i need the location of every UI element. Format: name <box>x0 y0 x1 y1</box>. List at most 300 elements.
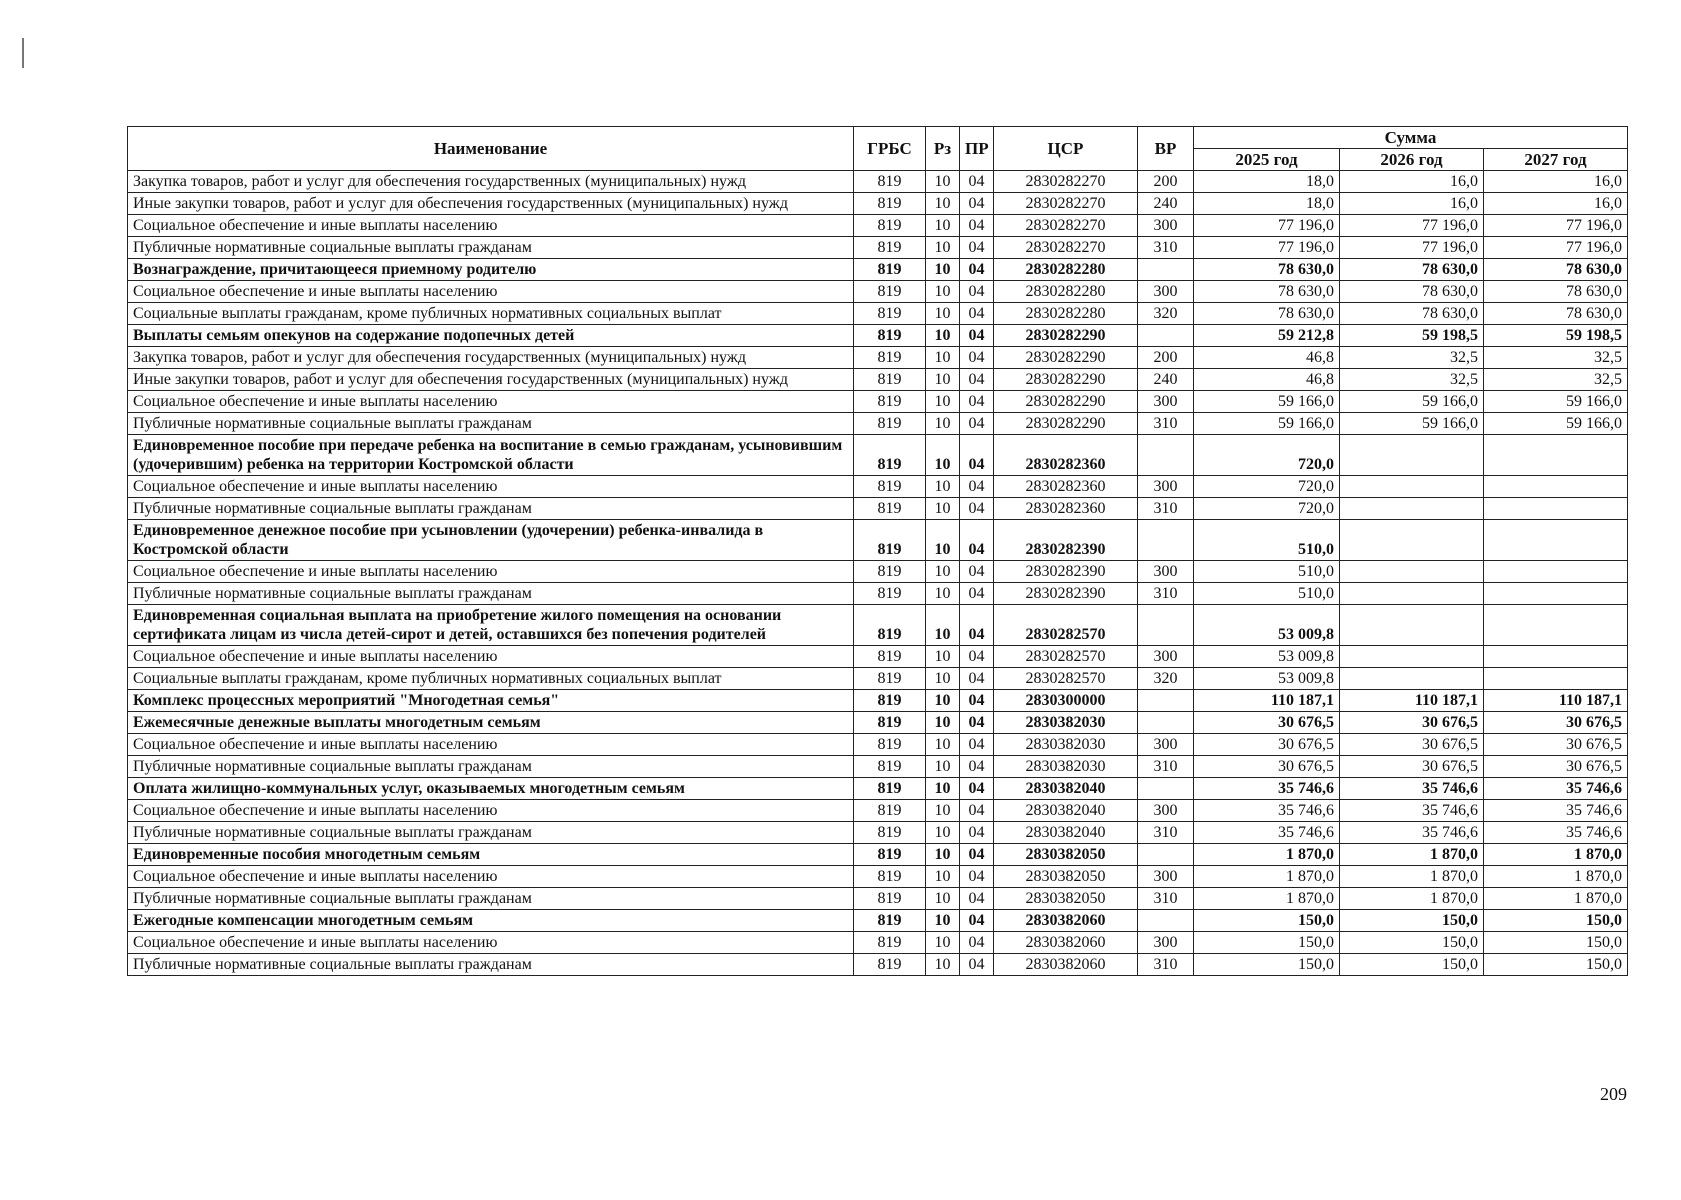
cell-grbs: 819 <box>854 281 926 303</box>
cell-vr <box>1138 605 1194 646</box>
table-row <box>128 561 1628 583</box>
cell-2026: 78 630,0 <box>1340 303 1484 325</box>
cell-2027: 150,0 <box>1484 932 1628 954</box>
cell-2025: 510,0 <box>1194 561 1340 583</box>
cell-vr: 310 <box>1138 954 1194 976</box>
cell-grbs: 819 <box>854 171 926 193</box>
cell-2025: 35 746,6 <box>1194 800 1340 822</box>
cell-rz: 10 <box>926 668 960 690</box>
cell-vr <box>1138 910 1194 932</box>
cell-grbs: 819 <box>854 193 926 215</box>
cell-name: Оплата жилищно-коммунальных услуг, оказываемых многодетным семьям <box>128 778 854 800</box>
cell-name: Единовременное пособие при передаче ребенка на воспитание в семью гражданам, усыновившим (удочерившим) ребенка на территории Костромской области <box>128 435 854 476</box>
cell-csr: 2830282280 <box>994 303 1138 325</box>
cell-vr: 300 <box>1138 476 1194 498</box>
cell-2026: 78 630,0 <box>1340 281 1484 303</box>
cell-2025: 720,0 <box>1194 435 1340 476</box>
cell-2025: 150,0 <box>1194 954 1340 976</box>
cell-vr: 300 <box>1138 391 1194 413</box>
cell-grbs: 819 <box>854 369 926 391</box>
cell-vr: 240 <box>1138 369 1194 391</box>
cell-name: Социальные выплаты гражданам, кроме публичных нормативных социальных выплат <box>128 668 854 690</box>
cell-rz: 10 <box>926 193 960 215</box>
cell-2025: 30 676,5 <box>1194 756 1340 778</box>
cell-csr: 2830282270 <box>994 237 1138 259</box>
cell-rz: 10 <box>926 561 960 583</box>
cell-2026: 16,0 <box>1340 171 1484 193</box>
cell-grbs: 819 <box>854 690 926 712</box>
cell-pr: 04 <box>960 498 994 520</box>
cell-2025: 53 009,8 <box>1194 646 1340 668</box>
cell-2025: 59 166,0 <box>1194 413 1340 435</box>
cell-csr: 2830382040 <box>994 778 1138 800</box>
cell-rz: 10 <box>926 259 960 281</box>
cell-2025: 510,0 <box>1194 520 1340 561</box>
cell-pr: 04 <box>960 583 994 605</box>
table-row <box>128 932 1628 954</box>
cell-2026 <box>1340 668 1484 690</box>
cell-2026: 150,0 <box>1340 932 1484 954</box>
cell-2027 <box>1484 583 1628 605</box>
cell-vr <box>1138 690 1194 712</box>
cell-2025: 53 009,8 <box>1194 605 1340 646</box>
cell-grbs: 819 <box>854 520 926 561</box>
table-row <box>128 712 1628 734</box>
cell-2027 <box>1484 476 1628 498</box>
cell-rz: 10 <box>926 910 960 932</box>
cell-rz: 10 <box>926 822 960 844</box>
cell-2025: 110 187,1 <box>1194 690 1340 712</box>
header-pr: ПР <box>960 127 994 171</box>
cell-csr: 2830382060 <box>994 932 1138 954</box>
cell-pr: 04 <box>960 822 994 844</box>
table-row <box>128 583 1628 605</box>
cell-2027: 59 166,0 <box>1484 391 1628 413</box>
cell-2026: 30 676,5 <box>1340 712 1484 734</box>
cell-csr: 2830282270 <box>994 171 1138 193</box>
cell-pr: 04 <box>960 888 994 910</box>
cell-name: Публичные нормативные социальные выплаты гражданам <box>128 498 854 520</box>
table-row <box>128 281 1628 303</box>
cell-csr: 2830300000 <box>994 690 1138 712</box>
cell-2025: 150,0 <box>1194 932 1340 954</box>
cell-2026 <box>1340 561 1484 583</box>
cell-2026 <box>1340 583 1484 605</box>
cell-2027: 150,0 <box>1484 954 1628 976</box>
cell-grbs: 819 <box>854 303 926 325</box>
cell-vr: 240 <box>1138 193 1194 215</box>
cell-pr: 04 <box>960 171 994 193</box>
cell-2025: 720,0 <box>1194 476 1340 498</box>
cell-2027: 150,0 <box>1484 910 1628 932</box>
cell-pr: 04 <box>960 712 994 734</box>
cell-2027: 1 870,0 <box>1484 844 1628 866</box>
cell-pr: 04 <box>960 866 994 888</box>
cell-vr: 300 <box>1138 215 1194 237</box>
header-year-2026: 2026 год <box>1340 149 1484 171</box>
cell-vr: 310 <box>1138 888 1194 910</box>
cell-rz: 10 <box>926 281 960 303</box>
cell-csr: 2830282290 <box>994 347 1138 369</box>
cell-2025: 46,8 <box>1194 347 1340 369</box>
cell-pr: 04 <box>960 756 994 778</box>
cell-grbs: 819 <box>854 866 926 888</box>
cell-vr: 320 <box>1138 668 1194 690</box>
cell-grbs: 819 <box>854 954 926 976</box>
table-row <box>128 520 1628 561</box>
cell-csr: 2830382040 <box>994 822 1138 844</box>
cell-csr: 2830282270 <box>994 193 1138 215</box>
cell-vr: 310 <box>1138 498 1194 520</box>
cell-2026: 35 746,6 <box>1340 778 1484 800</box>
cell-2026 <box>1340 498 1484 520</box>
cell-2025: 78 630,0 <box>1194 259 1340 281</box>
table-row <box>128 325 1628 347</box>
cell-pr: 04 <box>960 605 994 646</box>
cell-2025: 59 166,0 <box>1194 391 1340 413</box>
cell-2025: 1 870,0 <box>1194 844 1340 866</box>
cell-vr: 200 <box>1138 171 1194 193</box>
cell-name: Социальное обеспечение и иные выплаты населению <box>128 476 854 498</box>
cell-grbs: 819 <box>854 391 926 413</box>
cell-2026 <box>1340 476 1484 498</box>
header-grbs: ГРБС <box>854 127 926 171</box>
cell-vr: 320 <box>1138 303 1194 325</box>
cell-name: Единовременная социальная выплата на приобретение жилого помещения на основании сертификата лицам из числа детей-сирот и детей, оставшихся без попечения родителей <box>128 605 854 646</box>
cell-2025: 720,0 <box>1194 498 1340 520</box>
cell-rz: 10 <box>926 778 960 800</box>
table-row <box>128 369 1628 391</box>
cell-rz: 10 <box>926 369 960 391</box>
cell-2026 <box>1340 520 1484 561</box>
cell-pr: 04 <box>960 690 994 712</box>
cell-pr: 04 <box>960 259 994 281</box>
table-row <box>128 668 1628 690</box>
cell-2027: 77 196,0 <box>1484 237 1628 259</box>
cell-csr: 2830282570 <box>994 646 1138 668</box>
cell-2027: 1 870,0 <box>1484 866 1628 888</box>
cell-pr: 04 <box>960 646 994 668</box>
cell-rz: 10 <box>926 476 960 498</box>
cell-rz: 10 <box>926 844 960 866</box>
cell-2025: 510,0 <box>1194 583 1340 605</box>
table-row <box>128 259 1628 281</box>
cell-name: Единовременное денежное пособие при усыновлении (удочерении) ребенка-инвалида в Костромской области <box>128 520 854 561</box>
table-row <box>128 498 1628 520</box>
cell-name: Социальное обеспечение и иные выплаты населению <box>128 646 854 668</box>
cell-csr: 2830382050 <box>994 866 1138 888</box>
cell-csr: 2830282360 <box>994 498 1138 520</box>
cell-2027: 1 870,0 <box>1484 888 1628 910</box>
cell-name: Публичные нормативные социальные выплаты гражданам <box>128 888 854 910</box>
cell-2027: 35 746,6 <box>1484 822 1628 844</box>
cell-pr: 04 <box>960 520 994 561</box>
cell-2025: 78 630,0 <box>1194 281 1340 303</box>
cell-csr: 2830382060 <box>994 954 1138 976</box>
cell-2027: 30 676,5 <box>1484 756 1628 778</box>
cell-grbs: 819 <box>854 561 926 583</box>
table-row <box>128 605 1628 646</box>
cell-2025: 30 676,5 <box>1194 734 1340 756</box>
cell-vr: 310 <box>1138 756 1194 778</box>
cell-rz: 10 <box>926 171 960 193</box>
cell-name: Иные закупки товаров, работ и услуг для обеспечения государственных (муниципальных) нужд <box>128 193 854 215</box>
table-row <box>128 435 1628 476</box>
cell-2027: 77 196,0 <box>1484 215 1628 237</box>
cell-rz: 10 <box>926 520 960 561</box>
page-number: 209 <box>1600 1084 1627 1104</box>
cell-2027: 30 676,5 <box>1484 734 1628 756</box>
cell-name: Выплаты семьям опекунов на содержание подопечных детей <box>128 325 854 347</box>
cell-csr: 2830282290 <box>994 325 1138 347</box>
cell-rz: 10 <box>926 347 960 369</box>
table-row <box>128 347 1628 369</box>
cell-grbs: 819 <box>854 668 926 690</box>
cell-2025: 35 746,6 <box>1194 822 1340 844</box>
cell-name: Социальное обеспечение и иные выплаты населению <box>128 391 854 413</box>
cell-2025: 18,0 <box>1194 193 1340 215</box>
cell-2025: 1 870,0 <box>1194 866 1340 888</box>
table-row <box>128 391 1628 413</box>
cell-rz: 10 <box>926 413 960 435</box>
cell-name: Иные закупки товаров, работ и услуг для обеспечения государственных (муниципальных) нужд <box>128 369 854 391</box>
table-body <box>128 171 1628 976</box>
cell-grbs: 819 <box>854 932 926 954</box>
cell-2027 <box>1484 668 1628 690</box>
table-row <box>128 413 1628 435</box>
header-rz: Рз <box>926 127 960 171</box>
cell-2026: 150,0 <box>1340 910 1484 932</box>
cell-grbs: 819 <box>854 259 926 281</box>
cell-name: Комплекс процессных мероприятий "Многодетная семья" <box>128 690 854 712</box>
cell-2027: 78 630,0 <box>1484 259 1628 281</box>
cell-grbs: 819 <box>854 605 926 646</box>
cell-grbs: 819 <box>854 888 926 910</box>
cell-rz: 10 <box>926 325 960 347</box>
table-row <box>128 844 1628 866</box>
cell-2026: 16,0 <box>1340 193 1484 215</box>
cell-2026: 59 166,0 <box>1340 413 1484 435</box>
cell-pr: 04 <box>960 391 994 413</box>
cell-vr <box>1138 325 1194 347</box>
cell-2027 <box>1484 605 1628 646</box>
cell-2026: 1 870,0 <box>1340 866 1484 888</box>
cell-pr: 04 <box>960 778 994 800</box>
cell-vr <box>1138 259 1194 281</box>
cell-name: Публичные нормативные социальные выплаты гражданам <box>128 954 854 976</box>
cell-2026: 35 746,6 <box>1340 822 1484 844</box>
cell-rz: 10 <box>926 866 960 888</box>
cell-pr: 04 <box>960 844 994 866</box>
cell-vr <box>1138 435 1194 476</box>
cell-2026: 59 166,0 <box>1340 391 1484 413</box>
cell-grbs: 819 <box>854 822 926 844</box>
cell-rz: 10 <box>926 583 960 605</box>
cell-csr: 2830282390 <box>994 520 1138 561</box>
cell-pr: 04 <box>960 435 994 476</box>
cell-pr: 04 <box>960 281 994 303</box>
cell-grbs: 819 <box>854 215 926 237</box>
cell-grbs: 819 <box>854 413 926 435</box>
cell-2026: 77 196,0 <box>1340 237 1484 259</box>
cell-csr: 2830282360 <box>994 476 1138 498</box>
cell-name: Социальное обеспечение и иные выплаты населению <box>128 800 854 822</box>
cell-pr: 04 <box>960 476 994 498</box>
cell-rz: 10 <box>926 734 960 756</box>
table-row <box>128 800 1628 822</box>
cell-2026: 30 676,5 <box>1340 734 1484 756</box>
table-row <box>128 215 1628 237</box>
cell-2025: 77 196,0 <box>1194 237 1340 259</box>
cell-name: Социальное обеспечение и иные выплаты населению <box>128 281 854 303</box>
cell-2027 <box>1484 646 1628 668</box>
cell-2027: 35 746,6 <box>1484 778 1628 800</box>
cell-vr: 310 <box>1138 413 1194 435</box>
table-row <box>128 954 1628 976</box>
cell-vr: 310 <box>1138 583 1194 605</box>
table-row <box>128 888 1628 910</box>
header-name: Наименование <box>128 127 854 171</box>
cell-vr: 300 <box>1138 646 1194 668</box>
cell-2026: 150,0 <box>1340 954 1484 976</box>
cell-vr <box>1138 778 1194 800</box>
cell-csr: 2830282390 <box>994 561 1138 583</box>
cell-name: Ежегодные компенсации многодетным семьям <box>128 910 854 932</box>
cell-2026 <box>1340 435 1484 476</box>
cell-pr: 04 <box>960 932 994 954</box>
cell-name: Публичные нормативные социальные выплаты гражданам <box>128 756 854 778</box>
table-row <box>128 910 1628 932</box>
scan-margin-mark <box>22 38 24 68</box>
cell-pr: 04 <box>960 800 994 822</box>
cell-rz: 10 <box>926 391 960 413</box>
cell-rz: 10 <box>926 605 960 646</box>
cell-vr: 300 <box>1138 866 1194 888</box>
table-row <box>128 303 1628 325</box>
cell-vr <box>1138 844 1194 866</box>
cell-name: Закупка товаров, работ и услуг для обеспечения государственных (муниципальных) нужд <box>128 347 854 369</box>
cell-csr: 2830382050 <box>994 844 1138 866</box>
cell-rz: 10 <box>926 954 960 976</box>
cell-pr: 04 <box>960 910 994 932</box>
cell-2025: 77 196,0 <box>1194 215 1340 237</box>
cell-grbs: 819 <box>854 325 926 347</box>
cell-pr: 04 <box>960 325 994 347</box>
cell-2026: 59 198,5 <box>1340 325 1484 347</box>
cell-2025: 30 676,5 <box>1194 712 1340 734</box>
cell-2026: 110 187,1 <box>1340 690 1484 712</box>
cell-name: Ежемесячные денежные выплаты многодетным семьям <box>128 712 854 734</box>
cell-rz: 10 <box>926 932 960 954</box>
cell-csr: 2830282290 <box>994 413 1138 435</box>
cell-2026: 32,5 <box>1340 347 1484 369</box>
cell-vr: 200 <box>1138 347 1194 369</box>
table-row <box>128 756 1628 778</box>
cell-grbs: 819 <box>854 583 926 605</box>
cell-2027: 59 166,0 <box>1484 413 1628 435</box>
cell-name: Социальное обеспечение и иные выплаты населению <box>128 561 854 583</box>
cell-2027 <box>1484 498 1628 520</box>
cell-2026: 32,5 <box>1340 369 1484 391</box>
table-row <box>128 778 1628 800</box>
cell-rz: 10 <box>926 712 960 734</box>
header-year-2027: 2027 год <box>1484 149 1628 171</box>
cell-2025: 150,0 <box>1194 910 1340 932</box>
cell-vr <box>1138 520 1194 561</box>
cell-csr: 2830282280 <box>994 281 1138 303</box>
cell-csr: 2830382040 <box>994 800 1138 822</box>
cell-name: Публичные нормативные социальные выплаты гражданам <box>128 413 854 435</box>
cell-pr: 04 <box>960 193 994 215</box>
cell-grbs: 819 <box>854 435 926 476</box>
cell-csr: 2830382030 <box>994 756 1138 778</box>
cell-2025: 18,0 <box>1194 171 1340 193</box>
cell-2025: 59 212,8 <box>1194 325 1340 347</box>
cell-pr: 04 <box>960 303 994 325</box>
cell-rz: 10 <box>926 690 960 712</box>
table-row <box>128 734 1628 756</box>
cell-grbs: 819 <box>854 237 926 259</box>
table-row <box>128 476 1628 498</box>
cell-csr: 2830382030 <box>994 712 1138 734</box>
cell-grbs: 819 <box>854 778 926 800</box>
cell-grbs: 819 <box>854 844 926 866</box>
cell-vr: 300 <box>1138 932 1194 954</box>
cell-vr: 310 <box>1138 237 1194 259</box>
cell-pr: 04 <box>960 561 994 583</box>
cell-pr: 04 <box>960 369 994 391</box>
cell-2025: 78 630,0 <box>1194 303 1340 325</box>
table-row <box>128 193 1628 215</box>
cell-2027: 32,5 <box>1484 347 1628 369</box>
cell-2027: 32,5 <box>1484 369 1628 391</box>
cell-grbs: 819 <box>854 756 926 778</box>
cell-2027: 16,0 <box>1484 193 1628 215</box>
cell-2026: 1 870,0 <box>1340 888 1484 910</box>
cell-name: Социальное обеспечение и иные выплаты населению <box>128 734 854 756</box>
cell-csr: 2830382050 <box>994 888 1138 910</box>
cell-2026: 30 676,5 <box>1340 756 1484 778</box>
header-year-2025: 2025 год <box>1194 149 1340 171</box>
cell-2026: 77 196,0 <box>1340 215 1484 237</box>
cell-csr: 2830282280 <box>994 259 1138 281</box>
cell-rz: 10 <box>926 303 960 325</box>
table-header <box>128 127 1628 171</box>
cell-2025: 46,8 <box>1194 369 1340 391</box>
cell-grbs: 819 <box>854 800 926 822</box>
cell-csr: 2830382030 <box>994 734 1138 756</box>
cell-2025: 1 870,0 <box>1194 888 1340 910</box>
header-vr: ВР <box>1138 127 1194 171</box>
cell-pr: 04 <box>960 734 994 756</box>
cell-csr: 2830282570 <box>994 605 1138 646</box>
budget-table <box>127 126 1628 976</box>
table-row <box>128 237 1628 259</box>
cell-vr <box>1138 712 1194 734</box>
cell-vr: 300 <box>1138 561 1194 583</box>
table-row <box>128 822 1628 844</box>
table-row <box>128 646 1628 668</box>
cell-csr: 2830282290 <box>994 391 1138 413</box>
cell-rz: 10 <box>926 800 960 822</box>
cell-vr: 300 <box>1138 281 1194 303</box>
cell-2027 <box>1484 435 1628 476</box>
cell-2027: 35 746,6 <box>1484 800 1628 822</box>
cell-2026 <box>1340 605 1484 646</box>
cell-pr: 04 <box>960 413 994 435</box>
cell-csr: 2830282390 <box>994 583 1138 605</box>
cell-2025: 53 009,8 <box>1194 668 1340 690</box>
